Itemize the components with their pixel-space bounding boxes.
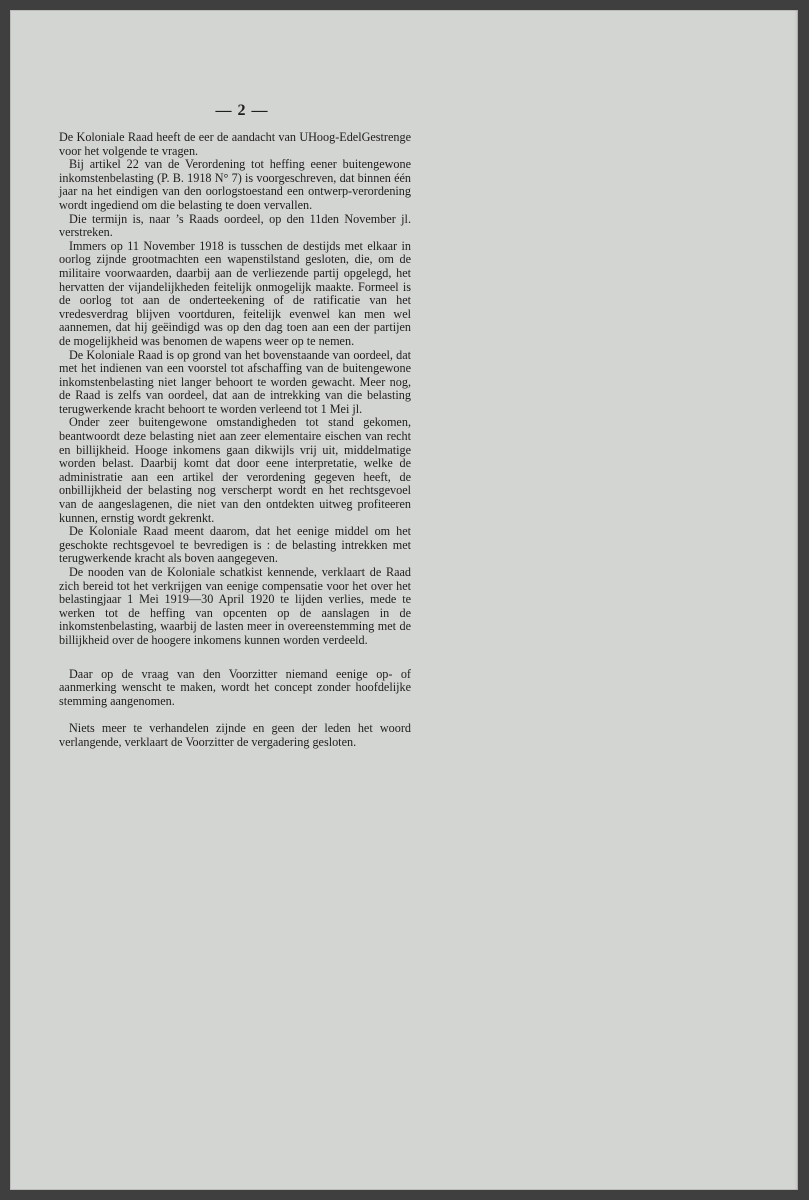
paragraph-remedy: De Koloniale Raad meent daarom, dat het eenige middel om het geschokte rechtsgevoel te bevredigen is : de belasting intrekken met terugwerkende kracht als boven aangegeven. [59, 524, 411, 566]
page-edge-shadow [794, 10, 798, 1190]
paragraph-tax-unfairness: Onder zeer buitengewone omstandigheden tot stand gekomen, beantwoordt deze belasting niet aan zeer elementaire eischen van recht en billijkheid. Hooge inkomens gaan dikwijls vrij uit, middelmatige worden belast. Daarbij komt dat door eene interpretatie, welke de administratie aan een artikel der verordening gegeven heeft, de onbillijkheid der belasting nog verscherpt wordt en het rechtsgevoel van de aangeslagenen, die niet van den ontdekten uitweg profiteeren kunnen, ernstig wordt gekrenkt. [59, 415, 411, 525]
paragraph-armistice: Immers op 11 November 1918 is tusschen de destijds met elkaar in oorlog zijnde grootmachten een wapenstilstand gesloten, die, om de militaire voorwaarden, daarbij aan de verliezende partij opgelegd, het hervatten der vijandelijkheden feitelijk onmogelijk maakte. Formeel is de oorlog tot aan de onderteekening of de ratificatie van het vredesverdrag blijven voortduren, feitelijk evenwel kan men wel aannemen, dat hij geëindigd was op den dag toen aan een der partijen de mogelijkheid was benomen de wapens weer op te nemen. [59, 238, 411, 348]
document-body [59, 131, 411, 750]
paragraph-concept-adopted: Daar op de vraag van den Voorzitter niemand eenige op- of aanmerking wenscht te maken, wordt het concept zonder hoofdelijke stemming aangenomen. [59, 666, 411, 708]
paragraph-introduction: De Koloniale Raad heeft de eer de aandacht van UHoog-EdelGestrenge voor het volgende te vragen. [59, 130, 411, 158]
page-number: — 2 — [215, 102, 269, 119]
paragraph-raad-opinion: De Koloniale Raad is op grond van het bovenstaande van oordeel, dat met het indienen van een voorstel tot afschaffing van de buitengewone inkomstenbelasting niet langer behoort te worden gewacht. Meer nog, de Raad is zelfs van oordeel, dat aan de intrekking van die belasting terugwerkende kracht behoort te worden verleend tot 1 Mei jl. [59, 347, 411, 416]
paragraph-meeting-closed: Niets meer te verhandelen zijnde en geen der leden het woord verlangende, verklaart de Voorzitter de vergadering gesloten. [59, 721, 411, 749]
document-page [10, 10, 798, 1190]
paragraph-article-22: Bij artikel 22 van de Verordening tot heffing eener buitengewone inkomstenbelasting (P. B. 1918 N° 7) is voorgeschreven, dat binnen één jaar na het eindigen van den oorlogstoestand een ontwerp-verordening wordt ingediend om die belasting te doen vervallen. [59, 157, 411, 212]
paragraph-term-expired: Die termijn is, naar ’s Raads oordeel, op den 11den November jl. verstreken. [59, 211, 411, 240]
paragraph-compensation: De nooden van de Koloniale schatkist kennende, verklaart de Raad zich bereid tot het verkrijgen van eenige compensatie voor het over het belastingjaar 1 Mei 1919—30 April 1920 te lijden verlies, mede te werken tot de heffing van opcenten op de aanslagen in de inkomstenbelasting, waarbij de lasten meer in overeenstemming met de billijkheid over de hoogere inkomens kunnen worden verdeeld. [59, 565, 411, 647]
